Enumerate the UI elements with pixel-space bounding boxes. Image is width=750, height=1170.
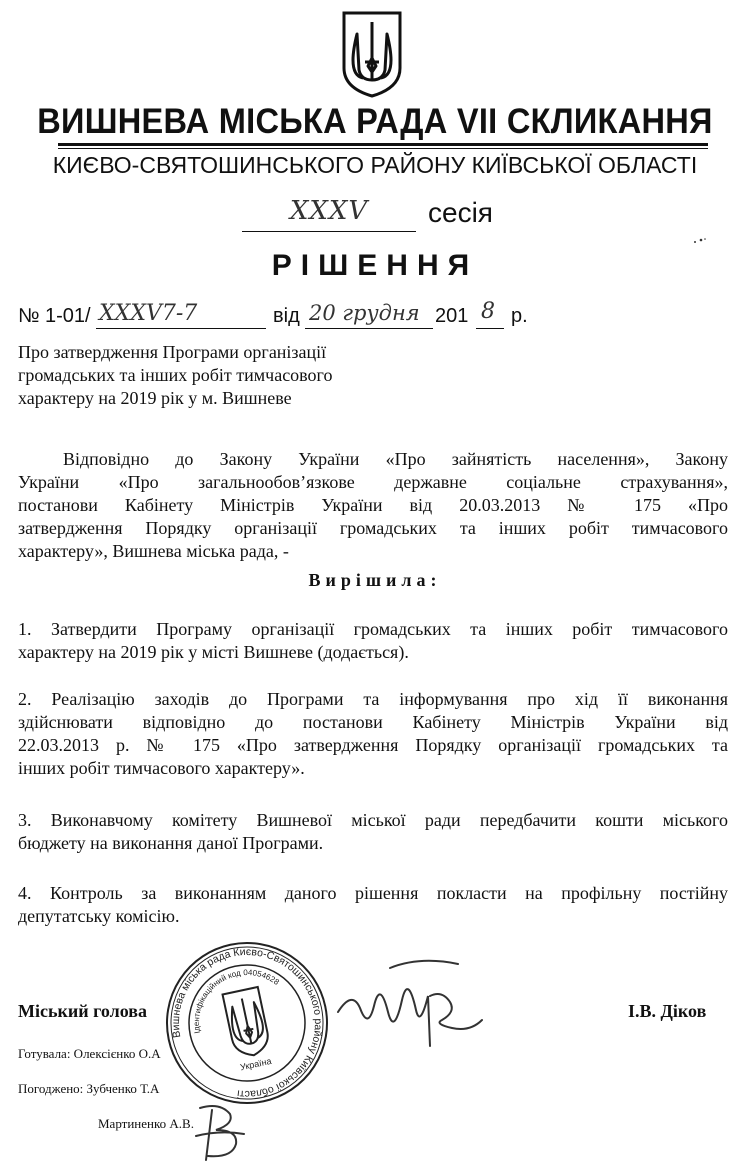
paragraph-line: Відповідно до Закону України «Про зайнятість населення», Закону xyxy=(63,449,728,469)
paragraph-line: України «Про загальнообов’язкове державне соціальне страхування», xyxy=(18,472,728,492)
session-number: XXXV xyxy=(289,196,369,226)
paragraph-line: постанови Кабінету Міністрів України від 20.03.2013 № 175 «Про xyxy=(18,495,728,515)
paragraph-line: бюджету на виконання даної Програми. xyxy=(18,833,324,853)
session-label: сесія xyxy=(428,197,493,228)
paragraph-line: затвердження Порядку організації громадських та інших робіт тимчасового xyxy=(18,518,728,538)
session-underline xyxy=(242,231,416,232)
decision-title: РІШЕННЯ xyxy=(271,249,479,282)
paragraph-line: характеру на 2019 рік у місті Вишневе (додається). xyxy=(18,642,409,662)
paragraph-line: 22.03.2013 р. № 175 «Про затвердження Порядку організації громадських та xyxy=(18,735,728,755)
decision-item-4 xyxy=(18,882,728,928)
decision-item-1 xyxy=(18,618,728,664)
district-subheading: КИЄВО-СВЯТОШИНСЬКОГО РАЙОНУ КИЇВСЬКОЇ ОБЛАСТІ xyxy=(52,152,698,178)
paragraph-line: інших робіт тимчасового характеру». xyxy=(18,758,305,778)
paragraph-line: 2. Реалізацію заходів до Програми та інформування про хід її виконання xyxy=(18,689,728,709)
stamp-inner-text: Ідентифікаційний код 04054628 xyxy=(191,967,281,1035)
official-stamp xyxy=(162,938,332,1108)
preamble-paragraph xyxy=(18,448,728,563)
mayor-name: І.В. Діков xyxy=(628,1001,707,1021)
header-rule-thin xyxy=(58,148,708,149)
year-prefix: 201 xyxy=(435,305,469,327)
council-name-heading: ВИШНЕВА МІСЬКА РАДА VII СКЛИКАННЯ xyxy=(37,102,713,141)
year-suffix: р. xyxy=(511,305,528,327)
header-rule-thick xyxy=(58,143,708,146)
year-digit-handwritten: 8 xyxy=(481,299,495,324)
prepared-by: Готувала: Олексієнко О.А xyxy=(18,1046,161,1061)
subject-line: Про затвердження Програми організації xyxy=(18,342,327,362)
stamp-outer-text: Вишнева міська рада Києво-Святошинського району Київської області xyxy=(169,945,325,1101)
subject-line: громадських та інших робіт тимчасового xyxy=(18,365,333,385)
stamp-trident-icon xyxy=(223,987,272,1059)
mayor-label: Міський голова xyxy=(18,1001,147,1021)
decision-date-underline xyxy=(305,328,433,329)
date-from-label: від xyxy=(273,305,300,327)
paragraph-line: здійснювати відповідно до постанови Кабінету Міністрів України від xyxy=(18,712,728,732)
decision-number-prefix: № 1-01/ xyxy=(18,305,91,327)
resolved-label: Вирішила: xyxy=(308,570,442,590)
mayor-signature xyxy=(330,950,490,1070)
decision-item-3 xyxy=(18,809,728,855)
paragraph-line: депутатську комісію. xyxy=(18,906,180,926)
trident-emblem-icon xyxy=(341,10,403,98)
agreed-signature xyxy=(190,1100,250,1165)
decision-number-underline xyxy=(96,328,266,329)
year-underline xyxy=(476,328,504,329)
stamp-country-text: Україна xyxy=(239,1055,273,1073)
paragraph-line: 3. Виконавчому комітету Вишневої міської ради передбачити кошти міського xyxy=(18,810,728,830)
agreed-by-second: Мартиненко А.В. xyxy=(98,1116,194,1131)
decision-date-handwritten: 20 грудня xyxy=(309,301,420,325)
paragraph-line: 1. Затвердити Програму організації громадських та інших робіт тимчасового xyxy=(18,619,728,639)
scan-speck xyxy=(692,236,708,246)
agreed-by: Погоджено: Зубченко Т.А xyxy=(18,1081,160,1096)
paragraph-line: 4. Контроль за виконанням даного рішення покласти на профільну постійну xyxy=(18,883,728,903)
subject-line: характеру на 2019 рік у м. Вишневе xyxy=(18,388,292,408)
decision-subject xyxy=(18,341,418,410)
decision-item-2 xyxy=(18,688,728,780)
paragraph-line: характеру», Вишнева міська рада, - xyxy=(18,541,289,561)
decision-number-handwritten: XXXV7-7 xyxy=(99,301,198,326)
